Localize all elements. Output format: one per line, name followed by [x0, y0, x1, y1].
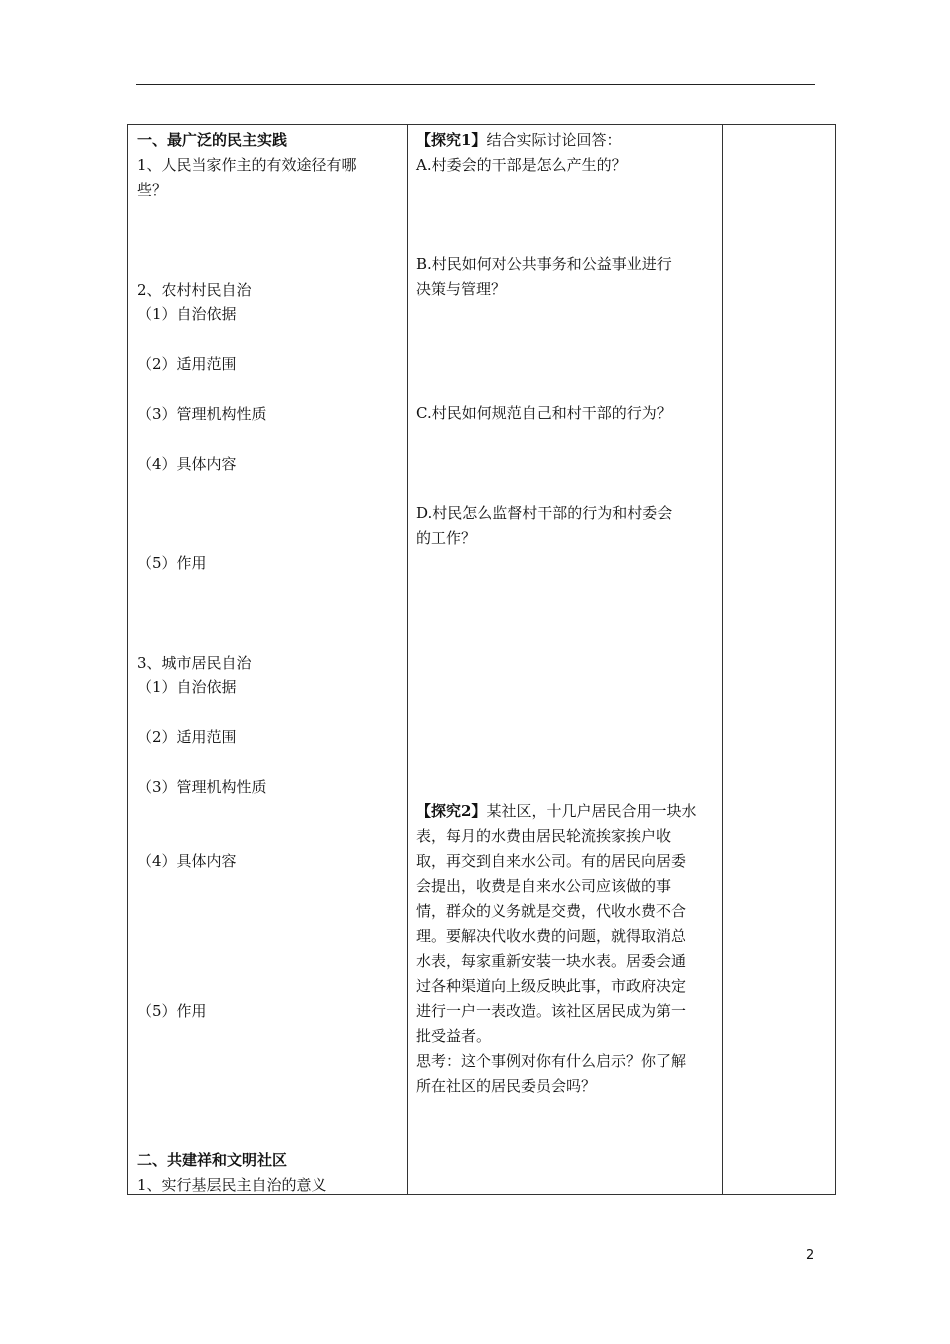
- question-d-line-2: 的工作？: [416, 529, 477, 547]
- rural-item: （1）自治依据: [137, 305, 237, 323]
- explore-2-line: 批受益者。: [416, 1027, 492, 1045]
- explore-2-tag: 【探究2】: [416, 802, 487, 820]
- rural-item: （5）作用: [137, 554, 207, 572]
- explore-1-header: [416, 128, 621, 153]
- think-line: 思考：这个事例对你有什么启示？你了解: [416, 1052, 687, 1070]
- exploration-column: [408, 125, 723, 1195]
- explore-2-line: 理。要解决代收水费的问题，就得取消总: [416, 927, 687, 945]
- explore-1-intro: 结合实际讨论回答：: [486, 131, 622, 149]
- rural-item: （2）适用范围: [137, 355, 237, 373]
- study-table: [127, 124, 836, 1195]
- notes-column: [723, 125, 836, 1195]
- heading-broadest-democracy: 一、最广泛的民主实践: [137, 131, 288, 149]
- rural-item: （4）具体内容: [137, 455, 237, 473]
- urban-item: （4）具体内容: [137, 852, 237, 870]
- urban-item: （3）管理机构性质: [137, 778, 267, 796]
- explore-1-tag: 【探究1】: [416, 131, 487, 149]
- urban-autonomy-title: 3、城市居民自治: [137, 654, 252, 672]
- explore-2-line: 【探究2】某社区，十几户居民合用一块水: [416, 802, 697, 820]
- explore-2-line: 表，每月的水费由居民轮流挨家挨户收: [416, 827, 672, 845]
- question-1-line-1: 1、人民当家作主的有效途径有哪: [137, 156, 357, 174]
- knowledge-column: [128, 125, 408, 1195]
- rural-item: （3）管理机构性质: [137, 405, 267, 423]
- explore-2-line: 会提出，收费是自来水公司应该做的事: [416, 877, 672, 895]
- rural-autonomy-title: 2、农村村民自治: [137, 281, 252, 299]
- explore-2-line: 进行一户一表改造。该社区居民成为第一: [416, 1002, 687, 1020]
- page-number: 2: [806, 1248, 815, 1263]
- explore-2-passage: [416, 799, 718, 1099]
- question-a: A.村委会的干部是怎么产生的？: [416, 156, 627, 174]
- question-d-line-1: D.村民怎么监督村干部的行为和村委会: [416, 504, 673, 522]
- urban-item: （5）作用: [137, 1002, 207, 1020]
- header-rule: [136, 84, 815, 85]
- grassroots-autonomy-significance: 1、实行基层民主自治的意义: [137, 1176, 327, 1194]
- question-b-line-2: 决策与管理？: [416, 280, 507, 298]
- urban-item: （2）适用范围: [137, 728, 237, 746]
- explore-2-line: 过各种渠道向上级反映此事，市政府决定: [416, 977, 687, 995]
- question-c: C.村民如何规范自己和村干部的行为？: [416, 404, 672, 422]
- urban-item: （1）自治依据: [137, 678, 237, 696]
- think-line: 所在社区的居民委员会吗？: [416, 1077, 597, 1095]
- explore-2-line: 取，再交到自来水公司。有的居民向居委: [416, 852, 687, 870]
- question-1-line-2: 些？: [137, 181, 168, 199]
- heading-harmonious-community: 二、共建祥和文明社区: [137, 1151, 288, 1169]
- question-b-line-1: B.村民如何对公共事务和公益事业进行: [416, 255, 672, 273]
- explore-2-line: 情，群众的义务就是交费，代收水费不合: [416, 902, 687, 920]
- explore-2-line: 水表，每家重新安装一块水表。居委会通: [416, 952, 687, 970]
